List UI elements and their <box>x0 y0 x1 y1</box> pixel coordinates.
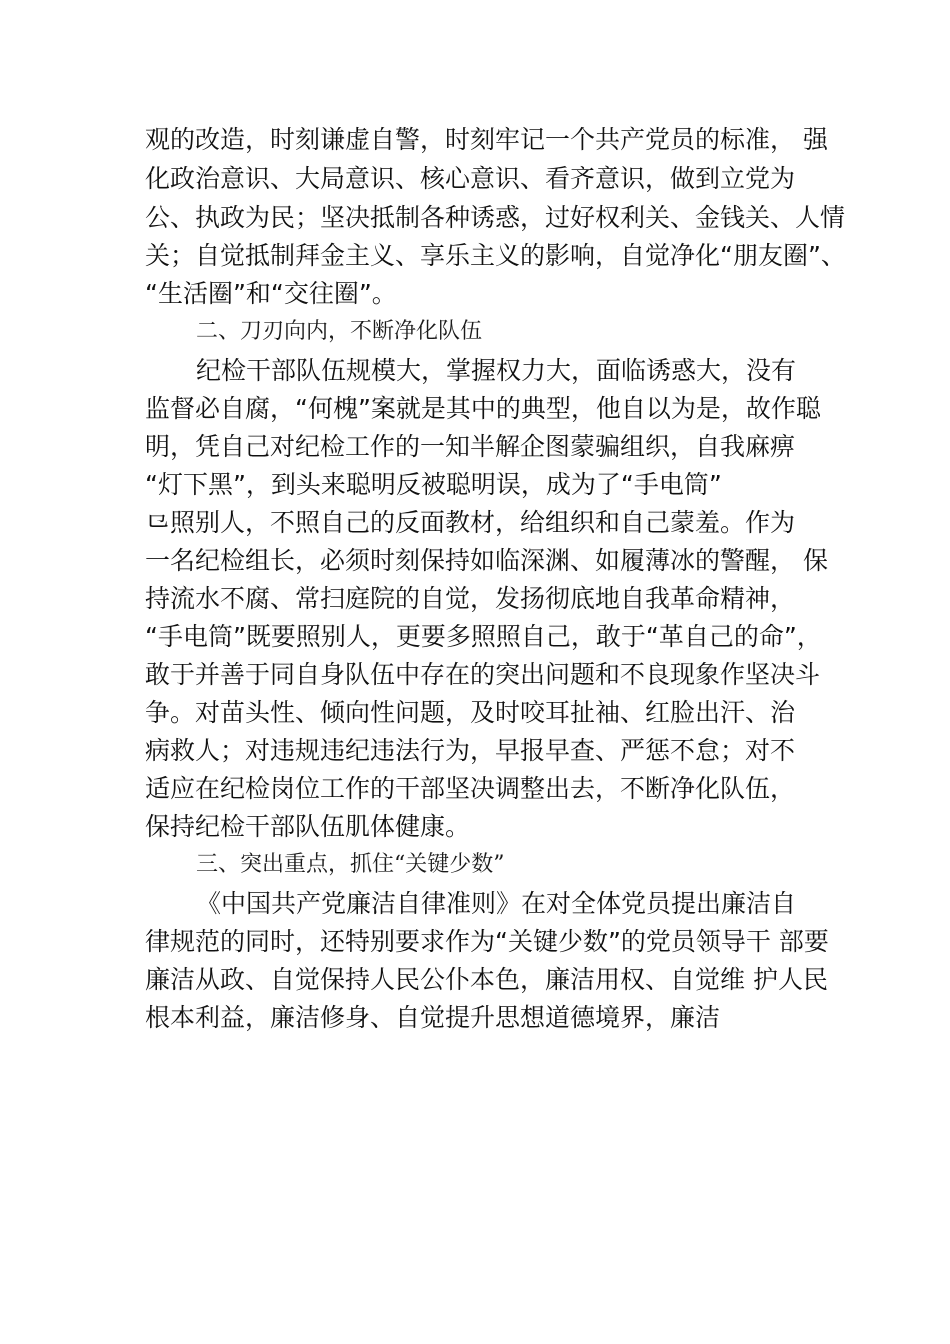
body-text-line: 持流水不腐、常扫庭院的自觉，发扬彻底地自我革命精神， <box>145 584 796 613</box>
body-text-line: 根本利益，廉洁修身、自觉提升思想道德境界，廉洁 <box>145 1003 721 1032</box>
section-heading-3: 三、突出重点，抓住“关键少数” <box>196 852 505 877</box>
body-text-line: 争。对苗头性、倾向性问题，及时咬耳扯袖、红脸出汗、治 <box>145 698 796 727</box>
body-text-line: 敢于并善于同自身队伍中存在的突出问题和不良现象作坚决斗 <box>145 660 821 689</box>
paragraph-first-line: 纪检干部队伍规模大，掌握权力大，面临诱惑大，没有 <box>196 356 797 385</box>
body-text-line: 病救人；对违规违纪违法行为，早报早查、严惩不怠；对不 <box>145 736 796 765</box>
body-text-line: 明，凭自己对纪检工作的一知半解企图蒙骗组织，自我麻痹 <box>145 432 796 461</box>
body-text-line: 公、执政为民；坚决抵制各种诱惑，过好权利关、金钱关、人情 <box>145 203 846 232</box>
body-text-line: 保持纪检干部队伍肌体健康。 <box>145 812 471 841</box>
body-text-line: “灯下黑”，到头来聪明反被聪明误，成为了“手电筒” <box>145 470 722 499</box>
paragraph-first-line: 《中国共产党廉洁自律准则》在对全体党员提出廉洁自 <box>196 889 797 918</box>
body-text-line: 律规范的同时，还特别要求作为“关键少数”的党员领导干 部要 <box>145 927 829 956</box>
body-text-line: 一名纪检组长，必须时刻保持如临深渊、如履薄冰的警醒， 保 <box>145 546 828 575</box>
body-text-line: 监督必自腐，“何槐”案就是其中的典型，他自以为是，故作聪 <box>145 394 821 423</box>
body-text-line: “生活圈”和“交往圈”。 <box>145 279 397 308</box>
section-heading-2: 二、刀刃向内，不断净化队伍 <box>196 319 483 344</box>
body-text-line: 观的改造，时刻谦虚自警，时刻牢记一个共产党员的标准， 强 <box>145 125 828 154</box>
body-text-line: “手电筒”既要照别人，更要多照照自己，敢于“革自己的命”， <box>145 622 822 651</box>
body-text-line: 化政治意识、大局意识、核心意识、看齐意识，做到立党为 <box>145 164 796 193</box>
body-text-line: 适应在纪检岗位工作的干部坚决调整出去，不断净化队伍， <box>145 774 796 803</box>
body-text-line: 廉洁从政、自觉保持人民公仆本色，廉洁用权、自觉维 护人民 <box>145 965 828 994</box>
body-text-line: ⺋照别人，不照自己的反面教材，给组织和自己蒙羞。作为 <box>145 508 796 537</box>
body-text-line: 关；自觉抵制拜金主义、享乐主义的影响，自觉净化“朋友圈”、 <box>145 241 846 270</box>
